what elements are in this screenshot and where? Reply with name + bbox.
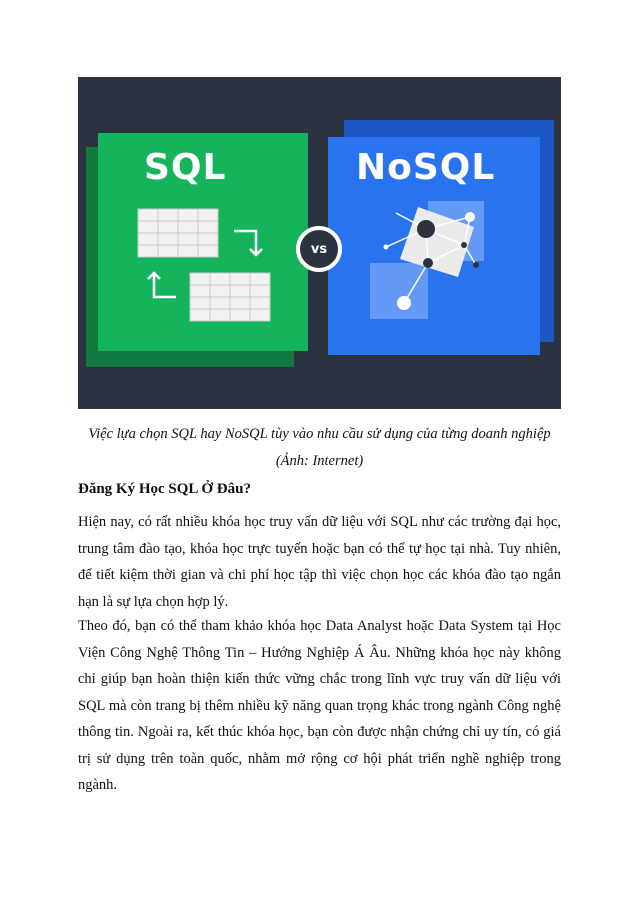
image-caption: Việc lựa chọn SQL hay NoSQL tùy vào nhu cầu sử dụng của từng doanh nghiệp (Ảnh: Internet): [88, 426, 551, 469]
sql-vs-nosql-image: [78, 77, 561, 409]
table-icon-bottom: [190, 273, 270, 321]
graph-nodes-icon: [370, 201, 484, 319]
table-icon-top: [138, 209, 218, 257]
nosql-label: NoSQL: [356, 147, 496, 188]
arrow-icon-right-down: [234, 231, 262, 255]
section-heading: Đăng Ký Học SQL Ở Đâu?: [78, 481, 251, 497]
paragraph-1: Hiện nay, có rất nhiều khóa học truy vấn dữ liệu với SQL như các trường đại học, trung tâm đào tạo, khóa học trực tuyến hoặc bạn có thể tự học tại nhà. Tuy nhiên, để tiết kiệm thời gian và chi phí học tập thì việc chọn học các khóa đào tạo ngắn hạn là sự lựa chọn hợp lý.: [78, 514, 561, 610]
vs-badge: vs: [296, 226, 342, 272]
sql-label: SQL: [144, 147, 227, 188]
paragraph-2: Theo đó, bạn có thể tham khảo khóa học Data Analyst hoặc Data System tại Học Viện Công Nghệ Thông Tin – Hướng Nghiệp Á Âu. Những khóa học này không chỉ giúp bạn hoàn thiện kiến thức vững chắc trong lĩnh vực truy vấn dữ liệu với SQL mà còn trang bị thêm nhiều kỹ năng quan trọng khác trong ngành Công nghệ thông tin. Ngoài ra, kết thúc khóa học, bạn còn được nhận chứng chỉ uy tín, có giá trị sử dụng trên toàn quốc, nhằm mở rộng cơ hội phát triển nghề nghiệp trong ngành.: [78, 618, 561, 793]
arrow-icon-left-up: [148, 273, 176, 297]
